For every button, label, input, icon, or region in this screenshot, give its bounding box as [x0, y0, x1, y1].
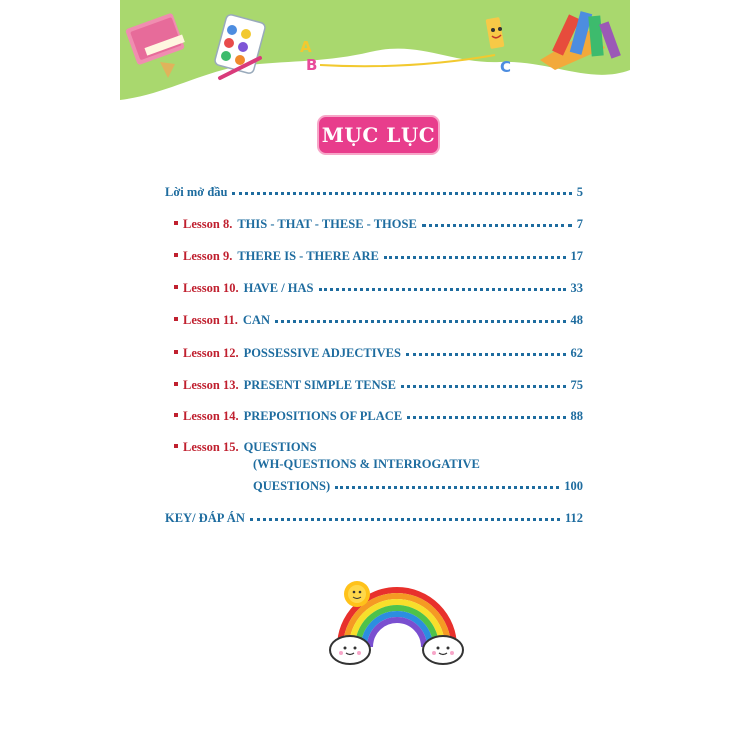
- sun-icon: [344, 581, 370, 607]
- lesson-topic: THIS - THAT - THESE - THOSE: [237, 216, 417, 231]
- page-title: MỤC LỤC: [321, 123, 436, 147]
- bullet-icon: [174, 382, 178, 386]
- lesson-topic: PRESENT SIMPLE TENSE: [243, 377, 396, 392]
- bullet-icon: [174, 350, 178, 354]
- page-number: 17: [570, 248, 583, 263]
- dot-leader: [401, 383, 566, 388]
- lesson-topic-continued: (WH-QUESTIONS & INTERROGATIVE: [253, 457, 480, 471]
- toc-item-lesson-11[interactable]: [165, 306, 583, 326]
- page-number: 75: [570, 377, 583, 392]
- dot-leader: [384, 254, 566, 259]
- cloud-left-icon: [330, 636, 370, 664]
- dot-leader: [250, 516, 560, 521]
- lesson-topic: HAVE / HAS: [243, 280, 314, 295]
- dot-leader: [232, 190, 571, 195]
- page-number: 112: [564, 510, 583, 525]
- page-number: 5: [576, 184, 583, 199]
- toc-item-label: KEY/ ĐÁP ÁN: [165, 510, 245, 525]
- lesson-label: Lesson 14.: [183, 408, 239, 423]
- bullet-icon: [174, 253, 178, 257]
- page-number: 7: [576, 216, 583, 231]
- toc-item-lesson-10[interactable]: [165, 274, 583, 294]
- toc-item-intro[interactable]: [165, 178, 583, 198]
- lesson-label: Lesson 10.: [183, 280, 239, 295]
- dot-leader: [319, 286, 566, 291]
- toc-item-label: Lời mở đầu: [165, 184, 228, 199]
- lesson-label: Lesson 9.: [183, 248, 233, 263]
- toc-item-lesson-9[interactable]: [165, 242, 583, 262]
- bullet-icon: [174, 317, 178, 321]
- lesson-topic: POSSESSIVE ADJECTIVES: [243, 345, 401, 360]
- toc-item-lesson-13[interactable]: [165, 371, 583, 391]
- bullet-icon: [174, 413, 178, 417]
- lesson-label: Lesson 8.: [183, 216, 233, 231]
- page-number: 33: [570, 280, 583, 295]
- letter-a: A: [300, 38, 312, 56]
- lesson-topic: CAN: [242, 312, 270, 327]
- lesson-label: Lesson 12.: [183, 345, 239, 360]
- bullet-icon: [174, 444, 178, 448]
- toc-item-lesson-8[interactable]: [165, 210, 583, 230]
- toc-item-lesson-15[interactable]: [165, 433, 583, 453]
- page-number: 48: [570, 312, 583, 327]
- toc-item-lesson-14[interactable]: [165, 402, 583, 422]
- page-number: 88: [570, 408, 583, 423]
- lesson-label: Lesson 13.: [183, 377, 239, 392]
- lesson-topic-continued: QUESTIONS): [253, 478, 331, 493]
- toc-title-badge: [317, 115, 440, 155]
- dot-leader: [335, 484, 559, 489]
- cloud-right-icon: [423, 636, 463, 664]
- bullet-icon: [174, 221, 178, 225]
- lesson-topic: PREPOSITIONS OF PLACE: [243, 408, 403, 423]
- bullet-icon: [174, 285, 178, 289]
- rainbow-illustration: [325, 572, 470, 672]
- lesson-topic: QUESTIONS: [243, 439, 317, 454]
- dot-leader: [275, 318, 566, 323]
- lesson-label: Lesson 15.: [183, 439, 239, 454]
- dot-leader: [422, 222, 572, 227]
- toc-item-key[interactable]: [165, 504, 583, 524]
- dot-leader: [407, 414, 565, 419]
- header-illustration: [120, 0, 630, 110]
- dot-leader: [406, 351, 566, 356]
- letter-b: B: [306, 56, 318, 74]
- toc-item-lesson-15-page[interactable]: [253, 472, 583, 492]
- letter-c: C: [500, 58, 512, 76]
- book-page: [120, 0, 630, 750]
- toc-item-lesson-12[interactable]: [165, 339, 583, 359]
- lesson-topic: THERE IS - THERE ARE: [237, 248, 379, 263]
- page-number: 62: [570, 345, 583, 360]
- lesson-label: Lesson 11.: [183, 312, 238, 327]
- page-number: 100: [564, 478, 583, 493]
